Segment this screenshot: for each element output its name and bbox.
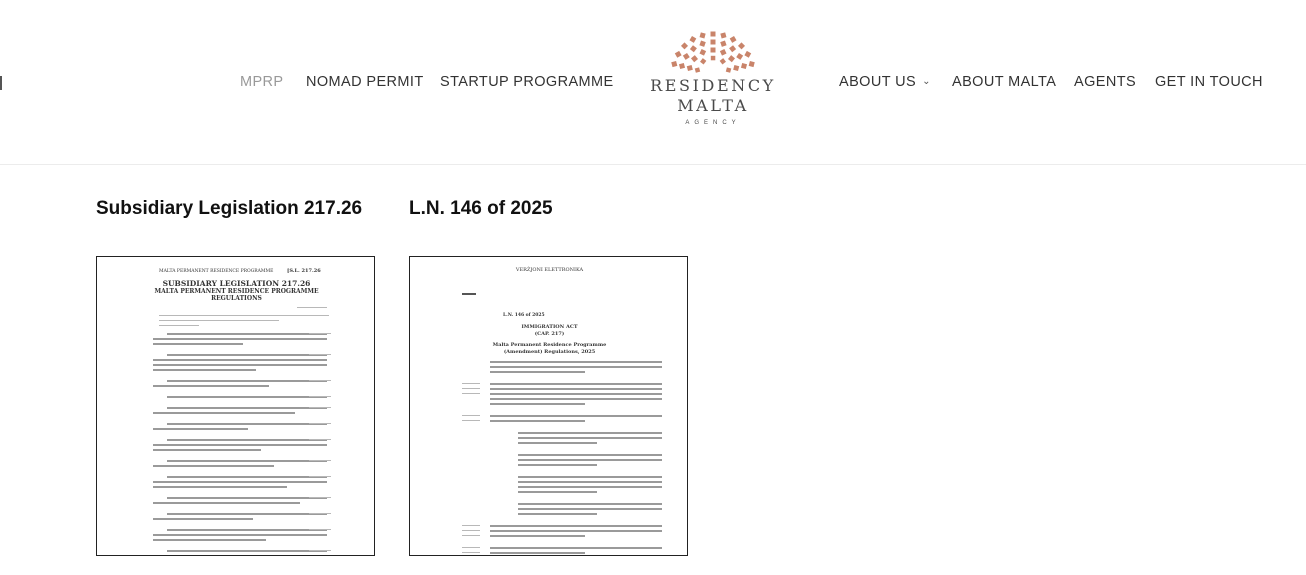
thumb-text-line <box>153 465 274 467</box>
thumb-subheading-2: REGULATIONS <box>211 295 262 302</box>
thumb-text-line <box>309 476 331 477</box>
thumb-text-line <box>462 420 480 421</box>
logo-tile <box>671 61 677 67</box>
thumb-text-line <box>518 481 662 483</box>
logo-tile <box>730 36 737 43</box>
logo-tile <box>720 32 726 38</box>
thumb-text-line <box>153 343 243 345</box>
document-thumbnail-subsidiary-legislation[interactable] <box>96 256 375 556</box>
thumb-text-line <box>309 354 331 355</box>
thumb-text-line <box>167 460 327 462</box>
thumb-header: VERŻJONI ELETTRONIKA <box>515 267 584 273</box>
logo-tile <box>744 51 751 58</box>
nav-item-mprp[interactable]: MPRP <box>240 74 284 90</box>
thumb-text-line <box>490 393 662 395</box>
thumb-text-line <box>462 552 480 553</box>
thumb-text-line <box>490 361 662 363</box>
thumb-text-line <box>518 437 662 439</box>
thumb-text-line <box>153 359 327 361</box>
logo-tile <box>691 55 698 62</box>
thumb-text-line <box>490 371 585 373</box>
nav-item-about-us-label: ABOUT US <box>839 74 917 90</box>
logo-tile <box>699 49 706 56</box>
thumb-heading: SUBSIDIARY LEGISLATION 217.26 <box>162 279 311 288</box>
thumb-text-line <box>309 333 331 334</box>
thumb-text-line <box>309 513 331 514</box>
thumb-text-line <box>462 388 480 389</box>
thumb-cap: (CAP. 217) <box>534 331 565 337</box>
thumb-text-line <box>518 486 662 488</box>
thumb-text-line <box>309 460 331 461</box>
thumb-ref: [S.L. 217.26 <box>287 268 321 274</box>
thumb-text-line <box>309 550 331 551</box>
document-thumbnail-legal-notice[interactable] <box>409 256 688 556</box>
thumb-text-line <box>153 534 327 536</box>
thumb-text-line <box>518 459 662 461</box>
thumb-text-line <box>462 547 480 548</box>
logo-text-agency: AGENCY <box>685 120 741 126</box>
thumb-text-line <box>309 497 331 498</box>
thumb-text-line <box>462 415 480 416</box>
thumb-ln: L.N. 146 of 2025 <box>503 313 545 318</box>
logo-tile <box>687 65 693 71</box>
thumb-text-line <box>518 454 662 456</box>
thumb-text-line <box>167 476 327 478</box>
thumb-text-line <box>309 423 331 424</box>
nav-item-get-in-touch[interactable]: GET IN TOUCH <box>1155 74 1263 90</box>
logo-tile <box>711 32 716 37</box>
logo-tile <box>741 63 747 69</box>
thumb-text-line <box>167 380 327 382</box>
logo-tile <box>733 65 739 71</box>
thumb-text-line <box>518 432 662 434</box>
logo-tile <box>728 55 735 62</box>
logo-tile <box>720 58 726 64</box>
thumb-text-line <box>518 491 597 493</box>
thumb-text-line <box>518 508 662 510</box>
thumb-text-line <box>462 530 480 531</box>
edge-indicator <box>0 76 2 90</box>
thumb-text-line <box>153 539 266 541</box>
document-title-legal-notice[interactable]: L.N. 146 of 2025 <box>409 198 553 219</box>
thumb-text-line <box>159 320 279 321</box>
logo-tile <box>689 36 696 43</box>
thumb-text-line <box>309 407 331 408</box>
thumb-text-line <box>462 525 480 526</box>
thumb-text-line <box>490 535 585 537</box>
thumb-text-line <box>518 442 597 444</box>
thumb-text-line <box>490 415 662 417</box>
thumb-text-line <box>167 354 327 356</box>
thumb-text-line <box>153 444 327 446</box>
thumb-text-line <box>153 486 287 488</box>
thumb-text-line <box>167 513 327 515</box>
logo-tile <box>675 51 682 58</box>
logo-tile <box>738 42 745 49</box>
thumb-text-line <box>167 396 327 398</box>
thumb-text-line <box>490 366 662 368</box>
thumb-text-line <box>153 518 253 520</box>
logo-tile <box>711 56 716 61</box>
logo-tile <box>711 40 716 45</box>
nav-item-startup-programme[interactable]: STARTUP PROGRAMME <box>440 74 614 90</box>
nav-item-nomad-permit[interactable]: NOMAD PERMIT <box>306 74 424 90</box>
thumb-text-line <box>518 464 597 466</box>
thumb-text-line <box>167 333 327 335</box>
thumb-text-line <box>167 439 327 441</box>
logo-tile <box>690 45 697 52</box>
thumb-text-line <box>462 383 480 384</box>
thumb-text-line <box>153 502 300 504</box>
thumb-text-line <box>462 293 476 295</box>
thumb-text-line <box>153 412 295 414</box>
thumb-text-line <box>518 476 662 478</box>
logo-tile <box>711 48 716 53</box>
thumb-text-line <box>490 547 662 549</box>
thumb-text-line <box>490 383 662 385</box>
thumb-text-line <box>153 385 269 387</box>
logo-tile <box>720 49 727 56</box>
logo-fan-icon <box>668 30 758 74</box>
site-header <box>0 0 1306 165</box>
logo-tile <box>736 53 743 60</box>
thumb-text-line <box>159 315 329 316</box>
thumb-text-line <box>490 388 662 390</box>
logo-tile <box>683 53 690 60</box>
thumb-text-line <box>167 497 327 499</box>
logo-tile <box>681 42 688 49</box>
thumb-text-line <box>490 403 585 405</box>
residency-malta-logo[interactable] <box>648 30 778 134</box>
thumb-text-line <box>153 481 327 483</box>
thumb-text-line <box>462 393 480 394</box>
thumb-text-line <box>490 530 662 532</box>
logo-text-malta: MALTA <box>677 96 749 115</box>
thumb-title-2: (Amendment) Regulations, 2025 <box>503 349 596 355</box>
logo-tile <box>700 32 706 38</box>
logo-tile <box>720 41 726 47</box>
logo-text-residency: RESIDENCY <box>650 76 776 95</box>
thumb-title-1: Malta Permanent Residence Programme <box>492 342 607 348</box>
thumb-text-line <box>153 449 261 451</box>
nav-item-agents[interactable]: AGENTS <box>1074 74 1137 90</box>
logo-tile <box>699 41 705 47</box>
logo-tile <box>679 63 685 69</box>
thumb-text-line <box>518 513 597 515</box>
nav-item-about-malta[interactable]: ABOUT MALTA <box>952 74 1057 90</box>
thumb-text-line <box>167 423 327 425</box>
chevron-down-icon: ⌄ <box>922 76 931 87</box>
thumb-text-line <box>153 428 248 430</box>
thumb-text-line <box>153 338 327 340</box>
thumb-text-line <box>490 420 585 422</box>
thumb-text-line <box>490 525 662 527</box>
thumb-text-line <box>153 369 256 371</box>
logo-tile <box>700 58 706 64</box>
thumb-text-line <box>167 407 327 409</box>
thumb-text-line <box>159 325 199 326</box>
thumb-text-line <box>490 552 585 554</box>
nav-item-about-us[interactable] <box>839 74 931 90</box>
document-title-subsidiary-legislation[interactable]: Subsidiary Legislation 217.26 <box>96 198 363 219</box>
logo-tile <box>729 45 736 52</box>
thumb-text-line <box>309 396 331 397</box>
thumb-text-line <box>167 529 327 531</box>
thumb-text-line <box>309 439 331 440</box>
thumb-text-line <box>309 529 331 530</box>
logo-tile <box>749 61 755 67</box>
thumb-text-line <box>309 380 331 381</box>
thumb-text-line <box>153 364 327 366</box>
thumb-act: IMMIGRATION ACT <box>521 324 578 330</box>
thumb-text-line <box>297 307 327 308</box>
thumb-text-line <box>462 535 480 536</box>
thumb-header: MALTA PERMANENT RESIDENCE PROGRAMME <box>159 269 274 274</box>
thumb-text-line <box>490 398 662 400</box>
thumb-text-line <box>518 503 662 505</box>
logo-tile <box>726 67 731 72</box>
logo-tile <box>695 67 700 72</box>
thumb-subheading-1: MALTA PERMANENT RESIDENCE PROGRAMME <box>154 288 319 295</box>
thumb-text-line <box>167 550 327 552</box>
